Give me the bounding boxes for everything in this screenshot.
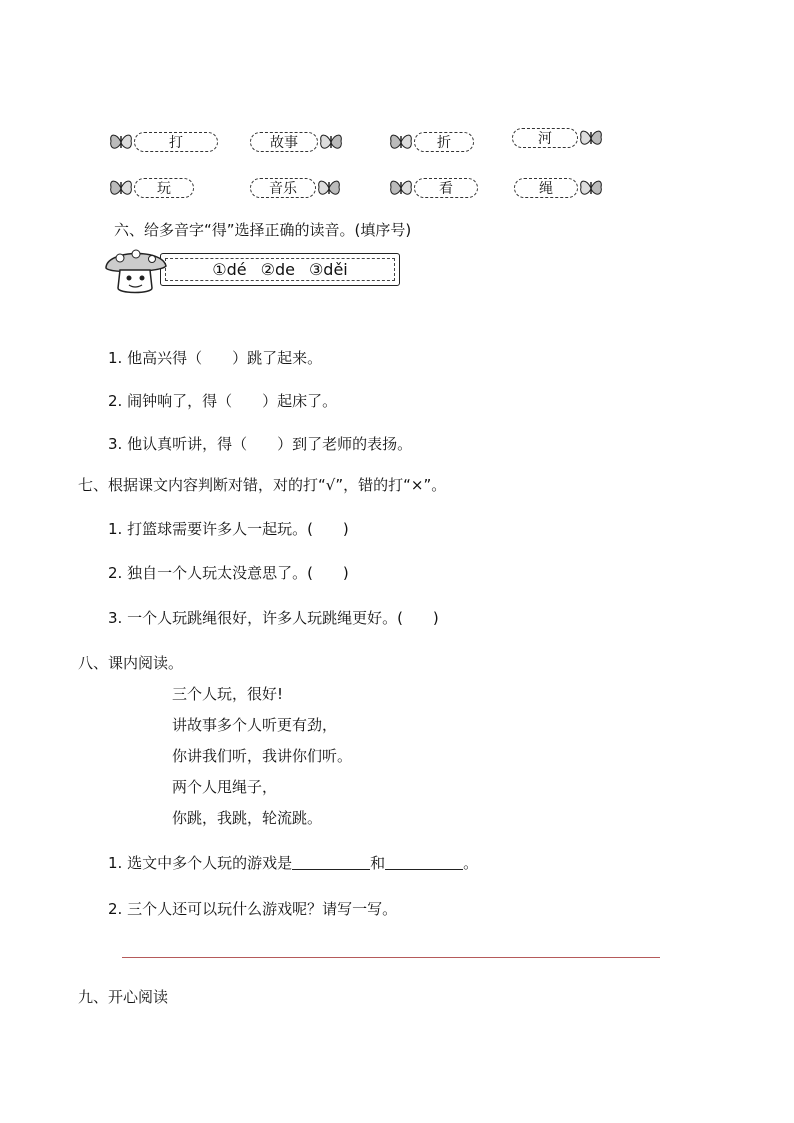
word-bubble: [388, 131, 474, 153]
poem-line: 你跳，我跳，轮流跳。: [172, 809, 323, 827]
question-1-end: 。: [463, 854, 479, 872]
word-bubble-text: 打: [134, 132, 218, 152]
butterfly-icon: [318, 131, 344, 153]
section-7-item: 3. 一个人玩跳绳很好，许多人玩跳绳更好。( ): [108, 609, 439, 627]
question-1-mid: 和: [370, 854, 386, 872]
butterfly-icon: [388, 177, 414, 199]
section-8-question-1: [108, 853, 478, 873]
poem-line: 你讲我们听，我讲你们听。: [172, 747, 353, 765]
word-bubble: [514, 177, 604, 199]
word-bubble: [512, 127, 604, 149]
question-1-prefix: 1. 选文中多个人玩的游戏是: [108, 854, 293, 872]
option: ①dé: [212, 260, 247, 279]
butterfly-icon: [316, 177, 342, 199]
answer-line[interactable]: [122, 957, 660, 958]
answer-blank-1[interactable]: [292, 853, 370, 870]
mushroom-icon: [102, 244, 168, 296]
word-bubble: [250, 177, 342, 199]
pronunciation-options-banner: [160, 253, 400, 286]
word-bubble: [108, 131, 218, 153]
butterfly-icon: [578, 127, 604, 149]
word-bubble-text: 音乐: [250, 178, 316, 198]
section-7-title: 七、根据课文内容判断对错，对的打“√”，错的打“×”。: [78, 476, 447, 494]
section-6-title: 六、给多音字“得”选择正确的读音。(填序号): [114, 221, 412, 239]
option: ②de: [260, 260, 295, 279]
section-8-title: 八、课内阅读。: [78, 654, 184, 672]
word-bubble: [108, 177, 194, 199]
section-6-item: 1. 他高兴得（ ）跳了起来。: [108, 349, 323, 367]
butterfly-icon: [388, 131, 414, 153]
section-6-item: 3. 他认真听讲，得（ ）到了老师的表扬。: [108, 435, 413, 453]
butterfly-icon: [108, 131, 134, 153]
answer-blank-2[interactable]: [385, 853, 463, 870]
word-bubble-text: 河: [512, 128, 578, 148]
word-bubble: [250, 131, 344, 153]
section-7-item: 1. 打篮球需要许多人一起玩。( ): [108, 520, 349, 538]
word-bubble-text: 故事: [250, 132, 318, 152]
section-8-question-2: 2. 三个人还可以玩什么游戏呢？请写一写。: [108, 900, 398, 918]
word-bubble-text: 绳: [514, 178, 578, 198]
option: ③děi: [308, 260, 348, 279]
word-bubble-text: 折: [414, 132, 474, 152]
poem-line: 两个人甩绳子，: [172, 778, 278, 796]
word-bubble: [388, 177, 478, 199]
word-bubble-text: 看: [414, 178, 478, 198]
section-6-item: 2. 闹钟响了，得（ ）起床了。: [108, 392, 338, 410]
butterfly-icon: [578, 177, 604, 199]
section-7-item: 2. 独自一个人玩太没意思了。( ): [108, 564, 349, 582]
poem-line: 讲故事多个人听更有劲，: [172, 716, 338, 734]
word-bubble-text: 玩: [134, 178, 194, 198]
butterfly-icon: [108, 177, 134, 199]
poem-line: 三个人玩，很好!: [172, 685, 284, 703]
section-9-title: 九、开心阅读: [78, 988, 169, 1006]
